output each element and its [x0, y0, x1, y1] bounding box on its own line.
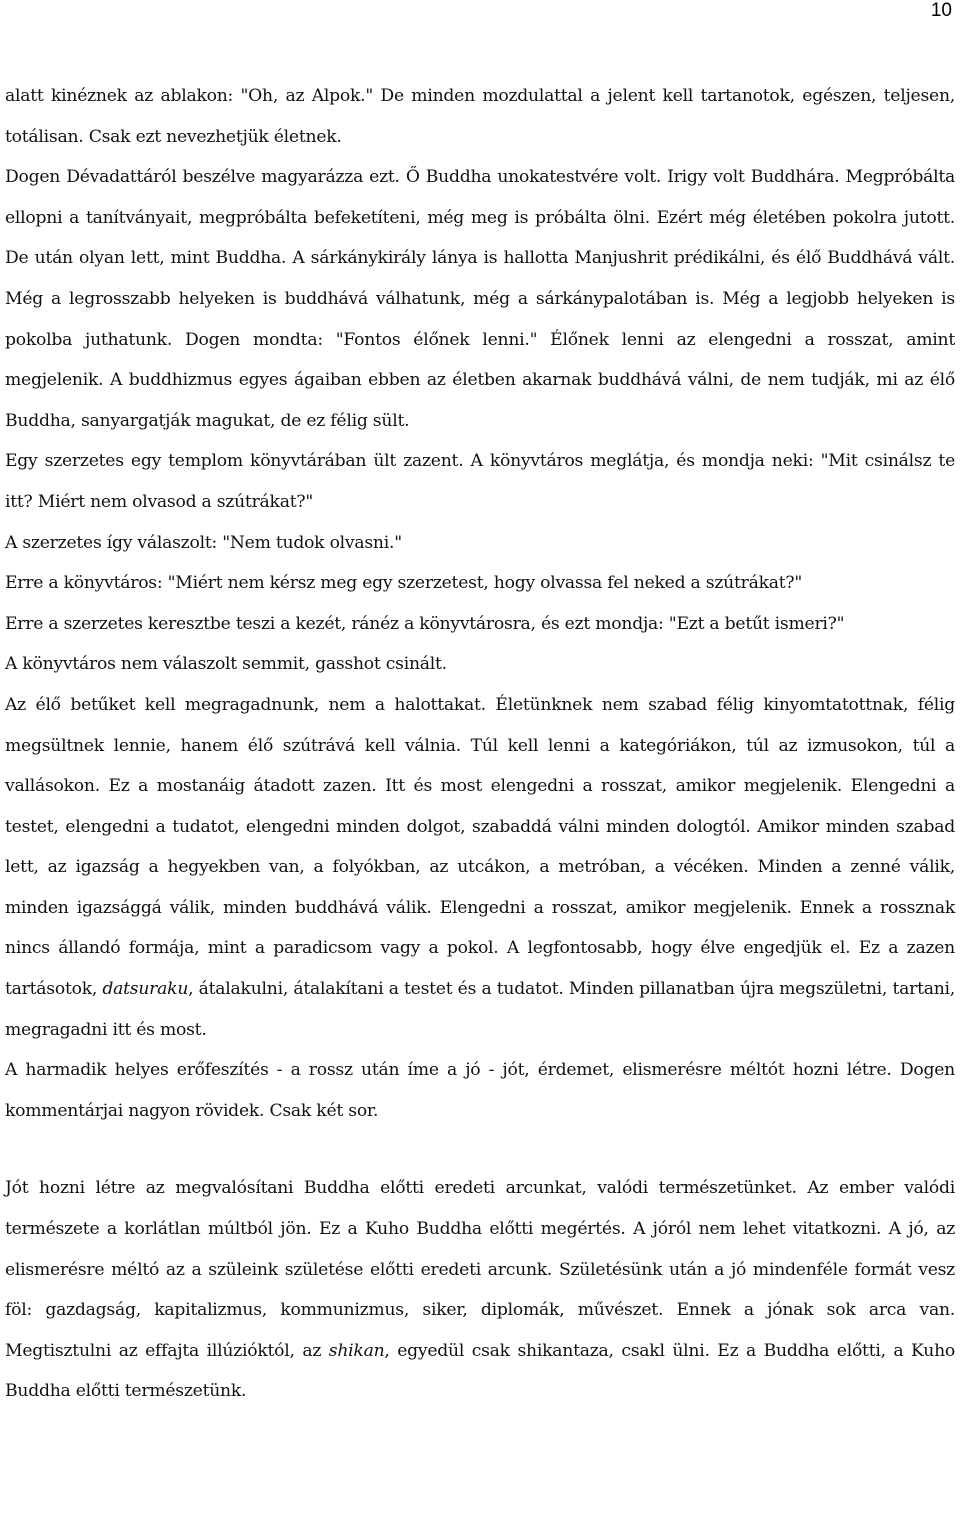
- paragraph-text: , egyedül csak shikantaza, csakl ülni. Ez a Buddha előtti, a Kuho Buddha előtti természetünk.: [5, 1340, 955, 1402]
- paragraph: [5, 1168, 955, 1412]
- paragraph-text: , átalakulni, átalakítani a testet és a tudatot. Minden pillanatban újra megszületni, tartani, megragadni itt és most.: [5, 979, 956, 1040]
- emphasis-term: datsuraku: [102, 979, 189, 1000]
- page-number: 10: [930, 0, 952, 21]
- paragraph-text: Jót hozni létre az megvalósítani Buddha előtti eredeti arcunkat, valódi természetünket. Az ember valódi természete a korlátlan múltból jön. Ez a Kuho Buddha előtti megértés. A jóról nem lehet vitatkozni. A jó, az elismerésre méltó az a szüleink születése előtti eredeti arcunk. Születésünk után a jó mindenféle formát vesz föl: gazdagság, kapitalizmus, kommunizmus, siker, diplomák, művészet. Ennek a jónak sok arca van. Megtisztulni az effajta illúzióktól, az: [5, 1178, 955, 1361]
- paragraph: [5, 685, 955, 1050]
- paragraph: A szerzetes így válaszolt: "Nem tudok olvasni.": [5, 532, 402, 553]
- paragraph: Erre a szerzetes keresztbe teszi a kezét, ránéz a könyvtárosra, és ezt mondja: "Ezt a betűt ismeri?": [5, 613, 845, 634]
- paragraph: A harmadik helyes erőfeszítés - a rossz után íme a jó - jót, érdemet, elismerésre méltót hozni létre. Dogen kommentárjai nagyon rövidek. Csak két sor.: [5, 1060, 955, 1121]
- paragraph: Dogen Dévadattáról beszélve magyarázza ezt. Ő Buddha unokatestvére volt. Irigy volt Buddhára. Megpróbálta ellopni a tanítványait, megpróbálta befeketíteni, még meg is próbálta ölni. Ezért még életében pokolra jutott. De után olyan lett, mint Buddha. A sárkánykirály lánya is hallotta Manjushrit prédikálni, és élő Buddhává vált. Még a legrosszabb helyeken is buddhává válhatunk, még a sárkánypalotában is. Még a legjobb helyeken is pokolba juthatunk. Dogen mondta: "Fontos élőnek lenni." Élőnek lenni az elengedni a rosszat, amint megjelenik. A buddhizmus egyes ágaiban ebben az életben akarnak buddhává válni, de nem tudják, mi az élő Buddha, sanyargatják magukat, de ez félig sült.: [5, 167, 955, 431]
- paragraph-text: Az élő betűket kell megragadnunk, nem a halottakat. Életünknek nem szabad félig kinyomtatottnak, félig megsültnek lennie, hanem élő szútrává kell válnia. Túl kell lenni a kategóriákon, túl az izmusokon, túl a vallásokon. Ez a mostanáig átadott zazen. Itt és most elengedni a rosszat, amikor megjelenik. Elengedni a testet, elengedni a tudatot, elengedni minden dolgot, szabaddá válni minden dologtól. Amikor minden szabad lett, az igazság a hegyekben van, a folyókban, az utcákon, a metróban, a vécéken. Minden a zenné válik, minden igazsággá válik, minden buddhává válik. Elengedni a rosszat, amikor megjelenik. Ennek a rossznak nincs állandó formája, mint a paradicsom vagy a pokol. A legfontosabb, hogy élve engedjük el. Ez a zazen tartásotok,: [5, 694, 955, 1000]
- document-body: [5, 76, 955, 1412]
- paragraph-gap: [5, 1131, 955, 1168]
- paragraph: Egy szerzetes egy templom könyvtárában ült zazent. A könyvtáros meglátja, és mondja neki: "Mit csinálsz te itt? Miért nem olvasod a szútrákat?": [5, 451, 955, 512]
- paragraph: A könyvtáros nem válaszolt semmit, gasshot csinált.: [5, 654, 447, 675]
- paragraph: Erre a könyvtáros: "Miért nem kérsz meg egy szerzetest, hogy olvassa fel neked a szútrákat?": [5, 573, 803, 594]
- paragraph: alatt kinéznek az ablakon: "Oh, az Alpok." De minden mozdulattal a jelent kell tartanotok, egészen, teljesen, totálisan. Csak ezt nevezhetjük életnek.: [5, 86, 955, 147]
- emphasis-term: shikan: [328, 1340, 385, 1361]
